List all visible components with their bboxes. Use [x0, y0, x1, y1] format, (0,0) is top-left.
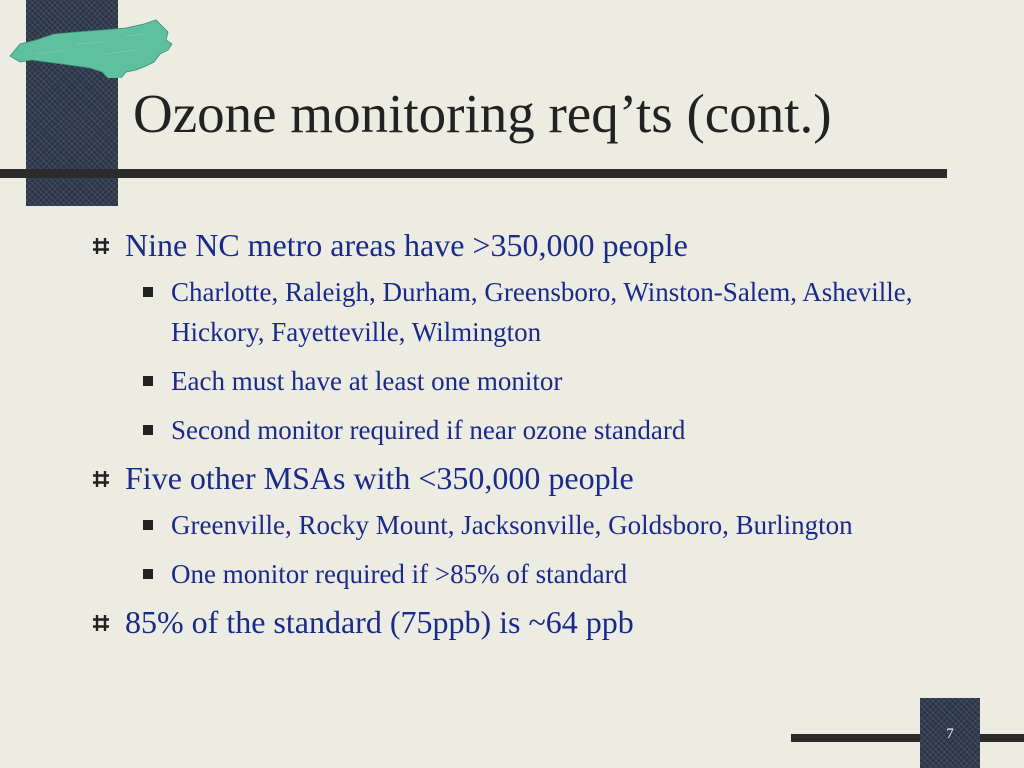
bullet-level-2 — [171, 272, 931, 352]
bullet-text: Five other MSAs with <350,000 people — [125, 460, 634, 496]
sub-bullet-text: Greenville, Rocky Mount, Jacksonville, Goldsboro, Burlington — [171, 510, 853, 540]
square-bullet-icon — [143, 376, 153, 386]
bullet-level-1 — [90, 459, 950, 497]
bullet-level-2 — [171, 505, 931, 545]
bullet-level-1 — [90, 226, 950, 264]
title-divider — [0, 169, 947, 178]
bullet-level-2 — [171, 361, 931, 401]
bullet-text: Nine NC metro areas have >350,000 people — [125, 227, 688, 263]
bullet-text: 85% of the standard (75ppb) is ~64 ppb — [125, 604, 634, 640]
sub-bullet-text: One monitor required if >85% of standard — [171, 559, 628, 589]
hash-bullet-icon — [92, 470, 110, 488]
hash-bullet-icon — [92, 237, 110, 255]
slide-content — [90, 226, 950, 649]
square-bullet-icon — [143, 569, 153, 579]
footer-divider — [791, 734, 1024, 742]
sub-bullet-text: Second monitor required if near ozone standard — [171, 415, 686, 445]
bullet-level-2 — [171, 410, 931, 450]
sub-bullet-text: Charlotte, Raleigh, Durham, Greensboro, Winston-Salem, Asheville, Hickory, Fayetteville, Wilmington — [171, 277, 913, 347]
bullet-level-2 — [171, 554, 931, 594]
hash-bullet-icon — [92, 614, 110, 632]
page-number: 7 — [946, 726, 954, 742]
square-bullet-icon — [143, 287, 153, 297]
slide-title: Ozone monitoring req’ts (cont.) — [133, 83, 832, 144]
bullet-level-1 — [90, 603, 950, 641]
sub-bullet-text: Each must have at least one monitor — [171, 366, 563, 396]
north-carolina-map-icon — [6, 14, 174, 78]
square-bullet-icon — [143, 425, 153, 435]
square-bullet-icon — [143, 520, 153, 530]
